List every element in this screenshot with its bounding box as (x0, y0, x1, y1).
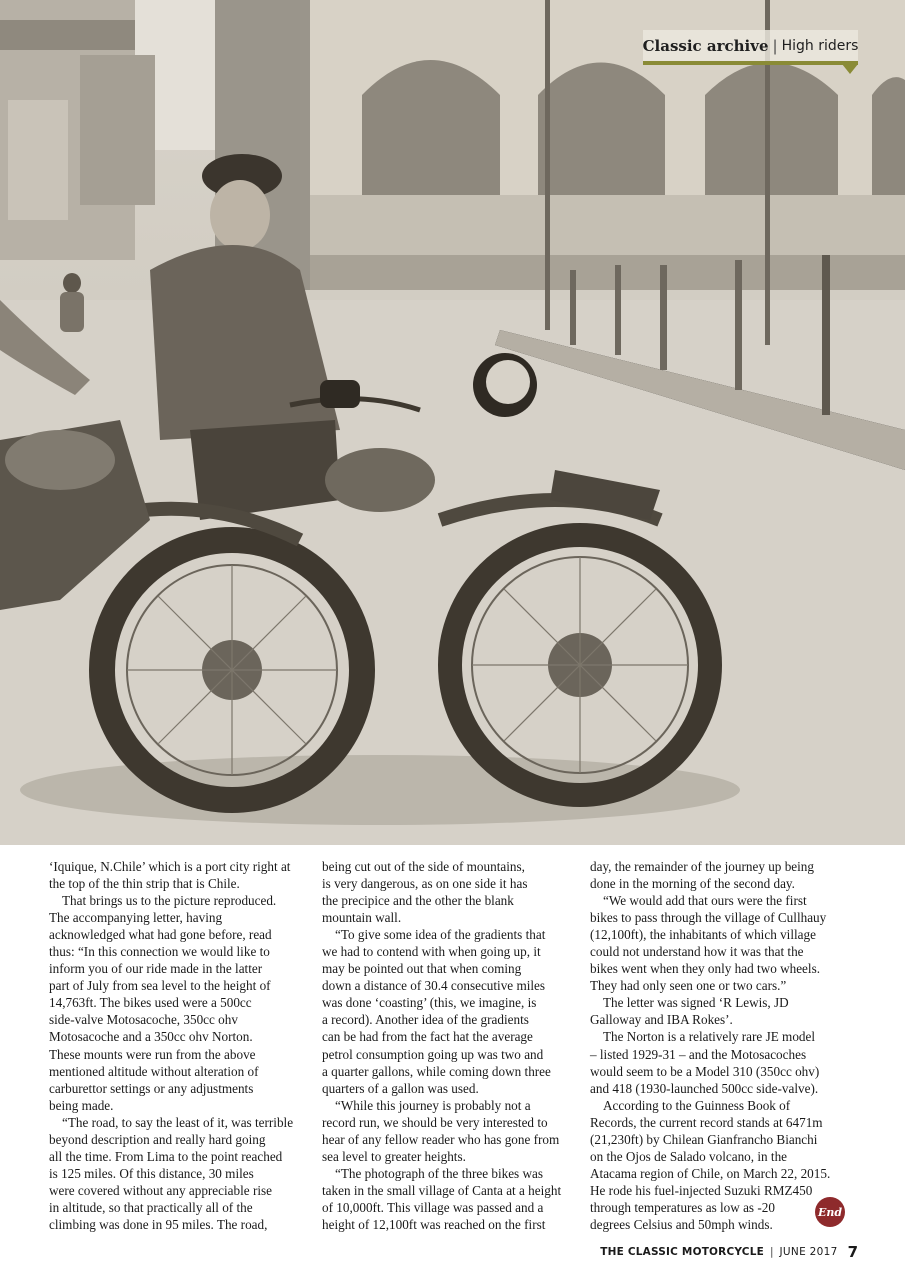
text-line: Galloway and IBA Rokes’. (590, 1012, 733, 1028)
text-column-2 (322, 858, 574, 1233)
text-line: a quarter gallons, while coming down three (322, 1063, 551, 1079)
text-line: These mounts were run from the above (49, 1046, 256, 1062)
text-line: mountain wall. (322, 910, 402, 926)
text-line: and 418 (1930-launched 500cc side-valve). (590, 1080, 819, 1096)
text-line: being cut out of the side of mountains, (322, 859, 525, 874)
text-line: were covered without any appreciable rise (49, 1182, 272, 1198)
text-line: bikes went when they only had two wheels. (590, 961, 821, 977)
text-line: They had only seen one or two cars.” (590, 978, 787, 994)
text-line: is 125 miles. Of this distance, 30 miles (49, 1165, 254, 1181)
text-line: the precipice and the other the blank (322, 893, 514, 909)
text-column-3 (590, 858, 842, 1233)
text-line: a record). Another idea of the gradients (322, 1012, 529, 1028)
text-line: all the time. From Lima to the point reached (49, 1148, 283, 1164)
end-marker-badge: End (815, 1197, 845, 1227)
issue-date: JUNE 2017 (779, 1246, 838, 1258)
text-line: According to the Guinness Book of (603, 1097, 791, 1113)
text-line: could not understand how it was that the (590, 944, 804, 960)
text-line: on the Ojos de Salado volcano, in the (590, 1148, 788, 1164)
text-line: degrees Celsius and 50mph winds. (590, 1216, 773, 1232)
text-line: He rode his fuel-injected Suzuki RMZ450 (590, 1182, 813, 1198)
text-line: in altitude, so that practically all of the (49, 1199, 253, 1215)
text-line: The letter was signed ‘R Lewis, JD (603, 995, 789, 1011)
text-line: climbing was done in 95 miles. The road, (49, 1216, 268, 1232)
text-line: taken in the small village of Canta at a height (322, 1182, 562, 1198)
text-line: quarters of a gallon was used. (322, 1080, 479, 1096)
text-line: is very dangerous, as on one side it has (322, 876, 528, 892)
publication-name: THE CLASSIC MOTORCYCLE (600, 1246, 764, 1258)
text-line: was done ‘coasting’ (this, we imagine, is (322, 995, 537, 1011)
text-line: being made. (49, 1097, 114, 1113)
text-line: would seem to be a Model 310 (350cc ohv) (590, 1063, 820, 1079)
text-line: “We would add that ours were the first (603, 893, 807, 909)
text-line: – listed 1929-31 – and the Motosacoches (590, 1046, 807, 1062)
page-number: 7 (847, 1243, 858, 1261)
text-line: carburettor settings or any adjustments (49, 1080, 254, 1096)
text-line: down a distance of 30.4 consecutive miles (322, 978, 546, 994)
text-line: the top of the thin strip that is Chile. (49, 876, 240, 892)
text-line: side-valve Motosacoche, 350cc ohv (49, 1012, 238, 1028)
text-line: hear of any fellow reader who has gone from (322, 1131, 560, 1147)
text-line: (21,230ft) by Chilean Gianfrancho Bianchi (590, 1131, 818, 1147)
text-line: record run, we should be very interested to (322, 1114, 548, 1130)
text-line: (12,100ft), the inhabitants of which village (590, 927, 816, 943)
text-line: done in the morning of the second day. (590, 876, 795, 892)
text-line: The accompanying letter, having (49, 910, 223, 926)
text-line: day, the remainder of the journey up being (590, 859, 814, 874)
section-title: Classic archive (642, 37, 769, 55)
footer-separator: | (769, 1246, 774, 1258)
text-line: Motosacoche and a 350cc ohv Norton. (49, 1029, 253, 1045)
text-line: may be pointed out that when coming (322, 961, 522, 977)
text-line: Atacama region of Chile, on March 22, 2015. (590, 1165, 831, 1181)
text-line: of 10,000ft. This village was passed and a (322, 1199, 544, 1215)
text-line: bikes to pass through the village of Cullhauy (590, 910, 827, 926)
text-line: petrol consumption going up was two and (322, 1046, 544, 1062)
text-line: “The road, to say the least of it, was terrible (62, 1114, 294, 1130)
text-line: The Norton is a relatively rare JE model (603, 1029, 816, 1045)
text-line: ‘Iquique, N.Chile’ which is a port city right at (49, 859, 291, 874)
section-accent-arrow-icon (842, 64, 858, 74)
text-line: 14,763ft. The bikes used were a 500cc (49, 995, 252, 1011)
text-line: Records, the current record stands at 6471m (590, 1114, 823, 1130)
text-line: “While this journey is probably not a (335, 1097, 531, 1113)
text-line: “The photograph of the three bikes was (335, 1165, 543, 1181)
text-line: thus: “In this connection we would like to (49, 944, 270, 960)
section-tag (643, 30, 858, 62)
text-line: through temperatures as low as -20 (590, 1199, 775, 1215)
text-line: can be had from the fact hat the average (322, 1029, 533, 1045)
text-line: sea level to greater heights. (322, 1148, 466, 1164)
text-line: mentioned altitude without alteration of (49, 1063, 259, 1079)
text-line: “To give some idea of the gradients that (335, 927, 546, 943)
section-separator: | (772, 37, 778, 55)
section-subtitle: High riders (781, 38, 859, 54)
text-line: we had to contend with when going up, it (322, 944, 541, 960)
text-column-1 (49, 858, 301, 1233)
article-body (49, 858, 861, 1233)
section-accent-rule (643, 61, 858, 65)
text-line: acknowledged what had gone before, read (49, 927, 272, 943)
text-line: part of July from sea level to the height of (49, 978, 271, 994)
text-line: inform you of our ride made in the latter (49, 961, 263, 977)
text-line: That brings us to the picture reproduced. (62, 893, 277, 909)
page-footer (600, 1244, 858, 1260)
text-line: height of 12,100ft was reached on the first (322, 1216, 546, 1232)
text-line: beyond description and really hard going (49, 1131, 266, 1147)
